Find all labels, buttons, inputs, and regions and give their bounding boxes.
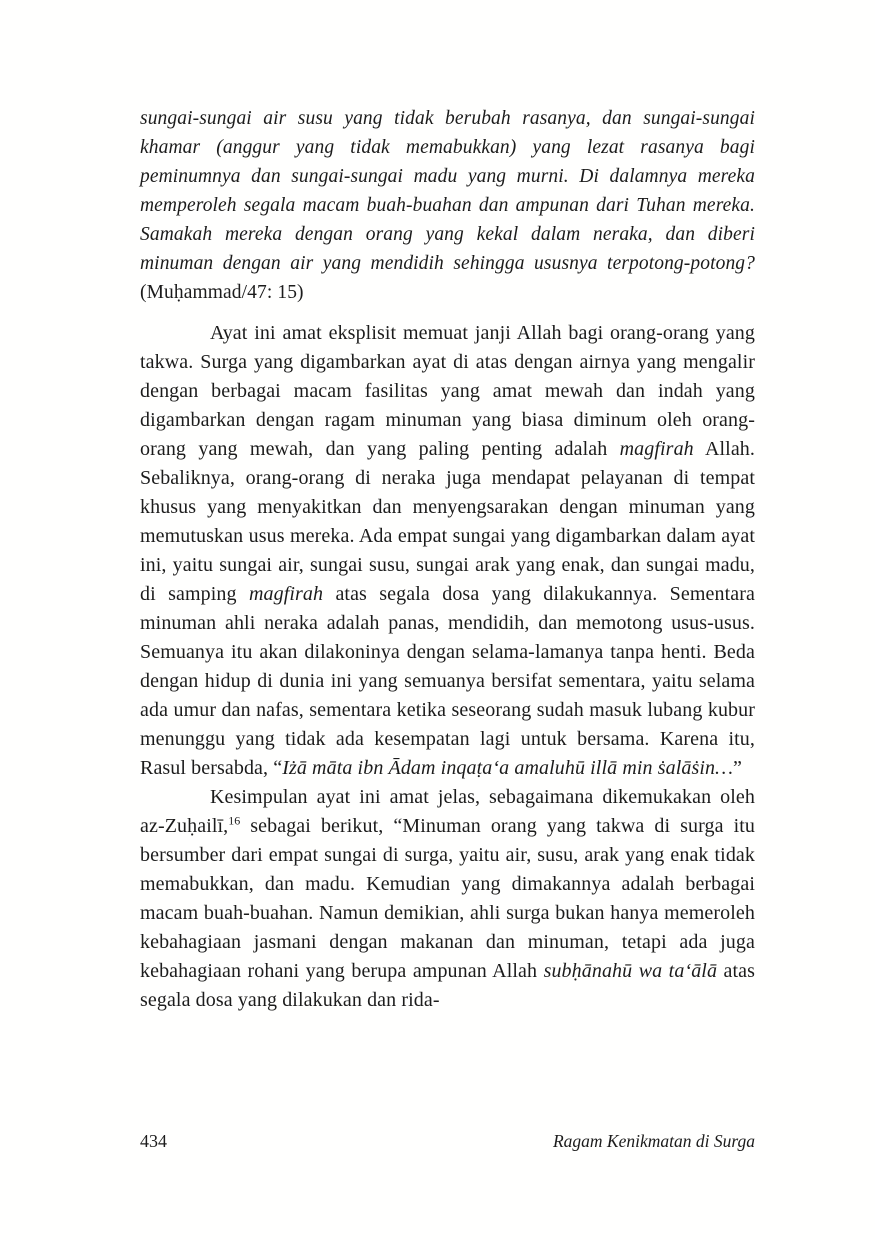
page-footer [140, 1131, 755, 1152]
body-paragraph-2: Kesimpulan ayat ini amat jelas, sebagaimana dikemukakan oleh az-Zuḥailī,$^{16}$ sebagai berikut, “Minuman orang yang takwa di surga itu bersumber dari empat sungai di surga, yaitu air, susu, arak yang enak tidak memabukkan, dan madu. Kemudian yang dimakannya adalah berbagai macam buah-buahan. Namun demikian, ahli surga bukan hanya memeroleh kebahagiaan jasmani dengan makanan dan minuman, tetapi ada juga kebahagiaan rohani yang berupa ampunan Allah subḥānahū wa ta‘ālā atas segala dosa yang dilakukan dan rida- [140, 786, 756, 1011]
running-title: Ragam Kenikmatan di Surga [552, 1131, 755, 1151]
page-number: 434 [140, 1131, 167, 1151]
quran-translation-quote: sungai-sungai air susu yang tidak berubah rasanya, dan sungai-sungai khamar (anggur yang tidak memabukkan) yang lezat rasanya bagi peminumnya dan sungai-sungai madu yang murni. Di dalamnya mereka memperoleh segala macam buah-buahan dan ampunan dari Tuhan mereka. Samakah mereka dengan orang yang kekal dalam neraka, dan diberi minuman dengan air yang mendidih sehingga ususnya terpotong-potong? (Muḥammad/47: 15) [140, 108, 755, 303]
body-paragraph-1: Ayat ini amat eksplisit memuat janji Allah bagi orang-orang yang takwa. Surga yang digambarkan ayat di atas dengan airnya yang mengalir dengan berbagai macam fasilitas yang amat mewah dan indah yang digambarkan dengan ragam minuman yang biasa diminum oleh orang-orang yang mewah, dan yang paling penting adalah magfirah Allah. Sebaliknya, orang-orang di neraka juga mendapat pelayanan di tempat khusus yang menyakitkan dan menyengsarakan dengan minuman yang memutuskan usus mereka. Ada empat sungai yang digambarkan dalam ayat ini, yaitu sungai air, sungai susu, sungai arak yang enak, dan sungai madu, di samping magfirah atas segala dosa yang dilakukannya. Sementara minuman ahli neraka adalah panas, mendidih, dan memotong usus-usus. Semuanya itu akan dilakoninya dengan selama-lamanya tanpa henti. Beda dengan hidup di dunia ini yang semuanya bersifat sementara, yaitu selama ada umur dan nafas, sementara ketika seseorang sudah masuk lubang kubur menunggu yang tidak ada kesempatan lagi untuk bersama. Karena itu, Rasul bersabda, “Iżā māta ibn Ādam inqaṭa‘a amaluhū illā min ṡalāṡin…” [140, 322, 755, 779]
